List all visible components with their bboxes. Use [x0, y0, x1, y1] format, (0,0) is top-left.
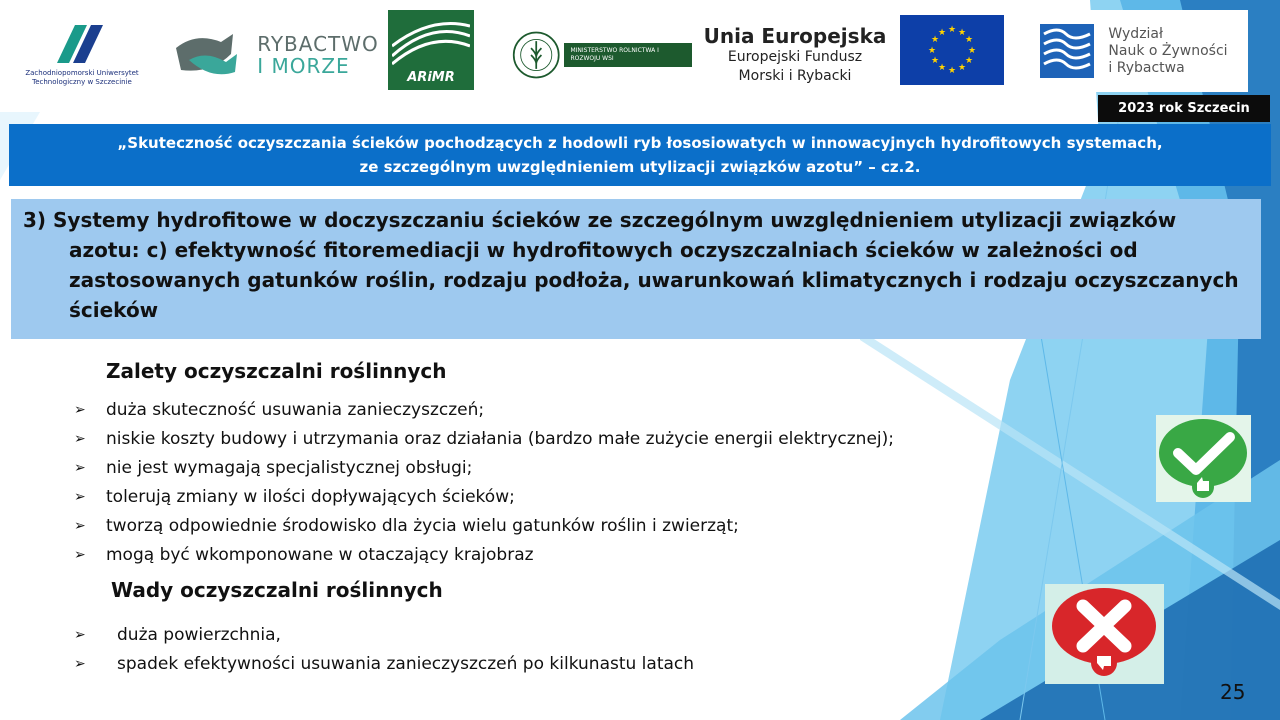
wave-logo-icon — [1036, 20, 1098, 82]
list-item: ➢ spadek efektywności usuwania zanieczyszczeń po kilkunastu latach — [74, 650, 974, 679]
arrow-bullet-icon: ➢ — [74, 627, 86, 643]
arrow-bullet-icon: ➢ — [74, 402, 86, 418]
rybactwo-line2: I MORZE — [257, 54, 350, 78]
list-item: ➢ tolerują zmiany w ilości dopływających ścieków; — [74, 483, 1134, 512]
ministry-name: MINISTERSTWO ROLNICTWA I ROZWOJU WSI — [564, 43, 692, 67]
arrow-bullet-icon: ➢ — [74, 460, 86, 476]
arrow-bullet-icon: ➢ — [74, 656, 86, 672]
arrow-bullet-icon: ➢ — [74, 518, 86, 534]
slide-title — [9, 124, 1271, 186]
list-item: ➢ nie jest wymagają specjalistycznej obsługi; — [74, 454, 1134, 483]
section-subtitle — [11, 199, 1261, 339]
pros-heading: Zalety oczyszczalni roślinnych — [106, 359, 447, 383]
page-number: 25 — [1220, 680, 1246, 704]
cons-heading: Wady oczyszczalni roślinnych — [111, 578, 443, 602]
svg-text:★: ★ — [930, 56, 940, 66]
cons-icon-box — [1045, 584, 1164, 684]
arrow-bullet-icon: ➢ — [74, 489, 86, 505]
thumbs-up-check-icon — [1156, 415, 1251, 502]
pros-icon-box — [1156, 415, 1251, 502]
pros-list — [74, 396, 1134, 570]
list-item: ➢ mogą być wkomponowane w otaczający krajobraz — [74, 541, 1134, 570]
eu-flag-icon — [900, 15, 1004, 85]
svg-text:★: ★ — [937, 28, 947, 38]
arimr-field-icon — [392, 16, 470, 68]
svg-text:★: ★ — [937, 63, 947, 73]
year-badge: 2023 rok Szczecin — [1098, 95, 1270, 122]
list-item: ➢ duża skuteczność usuwania zanieczyszczeń; — [74, 396, 1134, 425]
list-item: ➢ duża powierzchnia, — [74, 621, 974, 650]
arimr-logo — [388, 10, 474, 90]
eu-fund-line2: Morski i Rybacki — [738, 68, 852, 84]
eu-flag — [900, 15, 1004, 85]
arrow-bullet-icon: ➢ — [74, 547, 86, 563]
faculty-line3: i Rybactwa — [1108, 59, 1185, 76]
arimr-label: ARiMR — [407, 69, 455, 85]
faculty-line2: Nauk o Żywności — [1108, 42, 1228, 59]
svg-text:★: ★ — [964, 56, 974, 66]
faculty-logo — [1016, 10, 1248, 92]
zut-name: Zachodniopomorski Uniwersytet Technologiczny w Szczecinie — [25, 69, 139, 86]
section-subtitle-text: 3) Systemy hydrofitowe w doczyszczaniu ścieków ze szczególnym uwzględnieniem utylizacji związków azotu: c) efektywność fitoremediacji w hydrofitowych oczyszczalniach ścieków w zależności od zastosowanych gatunków roślin, rodzaju podłoża, uwarunkowań klimatycznych i rodzaju oczyszczanych ścieków — [23, 208, 1239, 322]
svg-text:★: ★ — [930, 35, 940, 45]
eu-text-logo — [700, 6, 890, 104]
svg-text:★: ★ — [957, 28, 967, 38]
slide-title-line2: ze szczególnym uwzględnieniem utylizacji związków azotu” – cz.2. — [359, 158, 921, 176]
arrow-bullet-icon: ➢ — [74, 431, 86, 447]
ministry-logo — [512, 6, 692, 104]
svg-text:★: ★ — [947, 25, 957, 35]
svg-text:★: ★ — [947, 66, 957, 76]
ministry-seal-icon — [512, 27, 560, 83]
svg-text:★: ★ — [967, 46, 977, 56]
svg-text:★: ★ — [964, 35, 974, 45]
zut-logo — [17, 6, 147, 104]
thumbs-down-cross-icon — [1045, 584, 1164, 684]
svg-text:★: ★ — [957, 63, 967, 73]
zut-logo-icon — [47, 23, 117, 65]
svg-text:★: ★ — [927, 46, 937, 56]
rybactwo-logo — [170, 6, 380, 104]
logo-strip — [0, 0, 1280, 112]
slide-title-line1: „Skuteczność oczyszczania ścieków pochodzących z hodowli ryb łososiowatych w innowacyjnych hydrofitowych systemach, — [117, 134, 1163, 152]
eu-fund-line1: Europejski Fundusz — [727, 49, 863, 65]
eu-title: Unia Europejska — [703, 24, 887, 48]
rybactwo-line1: RYBACTWO — [257, 32, 379, 56]
fish-icon — [171, 30, 251, 80]
cons-list — [74, 621, 974, 679]
list-item: ➢ tworzą odpowiednie środowisko dla życia wielu gatunków roślin i zwierząt; — [74, 512, 1134, 541]
list-item: ➢ niskie koszty budowy i utrzymania oraz działania (bardzo małe zużycie energii elektrycznej); — [74, 425, 1134, 454]
faculty-line1: Wydział — [1108, 25, 1163, 42]
